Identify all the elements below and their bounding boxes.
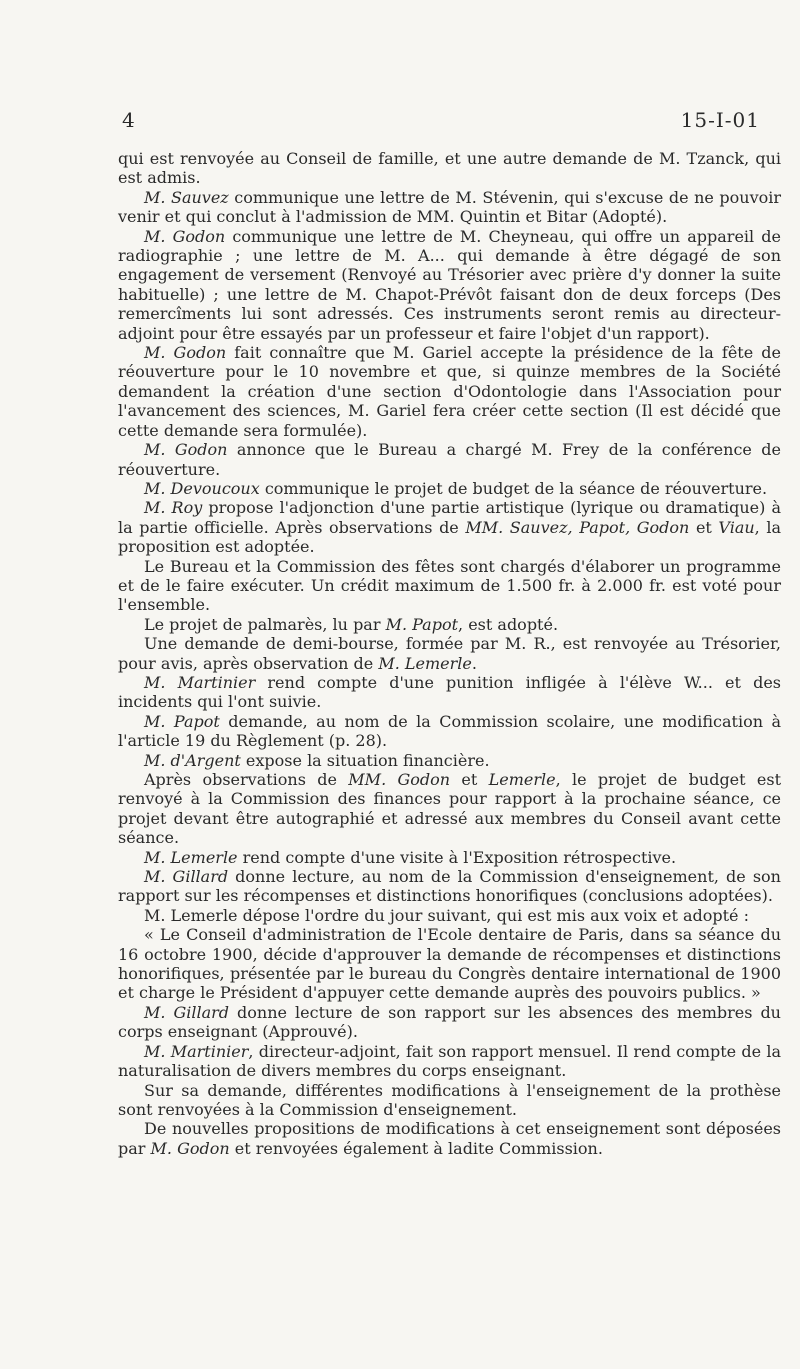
paragraph	[118, 1119, 781, 1158]
italic-name: M. Devoucoux	[144, 478, 260, 498]
text-run: , le projet de budget est renvoyé à la Commission des finances pour rapport à la prochaine séance, ce projet devant être autographié et adressé aux membres du Conseil avant cette séance.	[118, 770, 782, 848]
page-header	[122, 108, 760, 132]
paragraph	[118, 557, 781, 615]
paragraph	[118, 1003, 781, 1042]
paragraph	[118, 498, 781, 556]
text-run: rend compte d'une punition infligée à l'élève W... et des incidents qui l'ont suivie.	[118, 672, 781, 712]
paragraph	[118, 615, 781, 634]
italic-name: M. Sauvez	[144, 187, 229, 207]
text-run: communique une lettre de M. Stévenin, qui s'excuse de ne pouvoir venir et qui conclut à l'admission de MM. Quintin et Bitar (Adopté).	[118, 187, 782, 227]
paragraph	[118, 1081, 781, 1120]
text-run: De nouvelles propositions de modifications à cet enseignement sont déposées par	[118, 1119, 781, 1158]
paragraph	[118, 770, 781, 848]
text-run: Le Bureau et la Commission des fêtes sont chargés d'élaborer un programme et de le faire exécuter. Un crédit maximum de 1.500 fr. à 2.000 fr. est voté pour l'ensemble.	[118, 556, 781, 615]
text-run: communique une lettre de M. Cheyneau, qui offre un appareil de radiographie ; une lettre de M. A... qui demande à être dégagé de son engagement de versement (Renvoyé au Trésorier avec prière d'y donner la suite habituelle) ; une lettre de M. Chapot-Prévôt faisant don de deux forceps (Des remercîments lui sont adressés. Ces instruments seront remis au directeur-adjoint pour être essayés par un professeur et faire l'objet d'un rapport).	[118, 226, 781, 343]
text-run: et	[689, 517, 719, 537]
paragraph	[118, 848, 781, 867]
text-run: et renvoyées également à ladite Commission.	[229, 1138, 603, 1158]
italic-name: M. Godon	[144, 440, 228, 460]
text-run: .	[471, 653, 477, 673]
text-run: M. Lemerle dépose l'ordre du jour suivant, qui est mis aux voix et adopté :	[144, 905, 749, 925]
paragraph	[118, 188, 781, 227]
italic-name: M. Papot	[385, 614, 459, 634]
italic-name: M. Roy	[144, 498, 203, 518]
italic-name: M. Gillard	[144, 1002, 230, 1022]
text-run: donne lecture, au nom de la Commission d'enseignement, de son rapport sur les récompenses et distinctions honorifiques (conclusions adoptées).	[118, 867, 781, 906]
paragraph	[118, 227, 781, 343]
italic-name: MM. Sauvez, Papot, Godon	[465, 517, 690, 537]
text-run: donne lecture de son rapport sur les absences des membres du corps enseignant (Approuvé).	[118, 1002, 781, 1042]
italic-name: M. Lemerle	[378, 653, 472, 673]
text-run: et	[450, 770, 489, 789]
paragraph	[118, 906, 781, 925]
text-run: propose l'adjonction d'une partie artistique (lyrique ou dramatique) à la partie officielle. Après observations de	[118, 498, 782, 537]
body-text	[118, 149, 781, 1158]
text-run: « Le Conseil d'administration de l'Ecole dentaire de Paris, dans sa séance du 16 octobre 1900, décide d'approuver la demande de récompenses et distinctions honorifiques, présentée par le bureau du Congrès dentaire international de 1900 et charge le Président d'appuyer cette demande auprès des pouvoirs publics. »	[118, 925, 781, 1003]
text-run: fait connaître que M. Gariel accepte la présidence de la fête de réouverture pour le 10 novembre et que, si quinze membres de la Société demandent la création d'une section d'Odontologie dans l'Association pour l'avancement des sciences, M. Gariel fera créer cette section (Il est décidé que cette demande sera formulée).	[118, 343, 781, 440]
page-number: 4	[122, 108, 136, 132]
paragraph	[118, 867, 781, 906]
paragraph	[118, 149, 781, 188]
italic-name: M. Lemerle	[144, 847, 238, 867]
italic-name: M. Godon	[144, 226, 226, 246]
italic-name: Viau	[718, 517, 755, 537]
text-run: , directeur-adjoint, fait son rapport mensuel. Il rend compte de la naturalisation de divers membres du corps enseignant.	[118, 1041, 781, 1081]
paragraph	[118, 343, 781, 440]
italic-name: MM. Godon	[348, 770, 451, 789]
text-run: demande, au nom de la Commission scolaire, une modification à l'article 19 du Règlement (p. 28).	[118, 711, 781, 751]
text-run: qui est renvoyée au Conseil de famille, et une autre demande de M. Tzanck, qui est admis.	[118, 149, 781, 188]
italic-name: M. Martinier	[144, 1041, 249, 1061]
text-run: Après observations de	[144, 770, 349, 789]
italic-name: M. Godon	[144, 343, 227, 363]
italic-name: Lemerle	[488, 770, 556, 789]
paragraph	[118, 712, 781, 751]
text-run: Sur sa demande, différentes modifications à l'enseignement de la prothèse sont renvoyées à la Commission d'enseignement.	[118, 1080, 781, 1119]
italic-name: M. Papot	[144, 711, 220, 731]
paragraph	[118, 634, 781, 673]
text-run: Une demande de demi-bourse, formée par M. R., est renvoyée au Trésorier, pour avis, après observation de	[118, 634, 781, 673]
text-run: Le projet de palmarès, lu par	[144, 614, 386, 634]
italic-name: M. Martinier	[144, 672, 256, 692]
text-run: , la proposition est adoptée.	[118, 517, 781, 557]
paragraph	[118, 673, 781, 712]
text-run: annonce que le Bureau a chargé M. Frey de la conférence de réouverture.	[118, 440, 781, 479]
paragraph	[118, 440, 781, 479]
text-run: , est adopté.	[458, 614, 559, 634]
paragraph	[118, 1042, 781, 1081]
text-run: expose la situation financière.	[240, 750, 490, 770]
italic-name: M. Godon	[150, 1138, 230, 1158]
paragraph	[118, 751, 781, 770]
italic-name: M. Gillard	[144, 867, 229, 887]
paragraph	[118, 925, 781, 1003]
text-run: rend compte d'une visite à l'Exposition rétrospective.	[237, 847, 677, 867]
text-run: communique le projet de budget de la séance de réouverture.	[259, 478, 768, 498]
italic-name: M. d'Argent	[144, 750, 241, 770]
page-date: 15-I-01	[680, 108, 760, 132]
paragraph	[118, 479, 781, 498]
